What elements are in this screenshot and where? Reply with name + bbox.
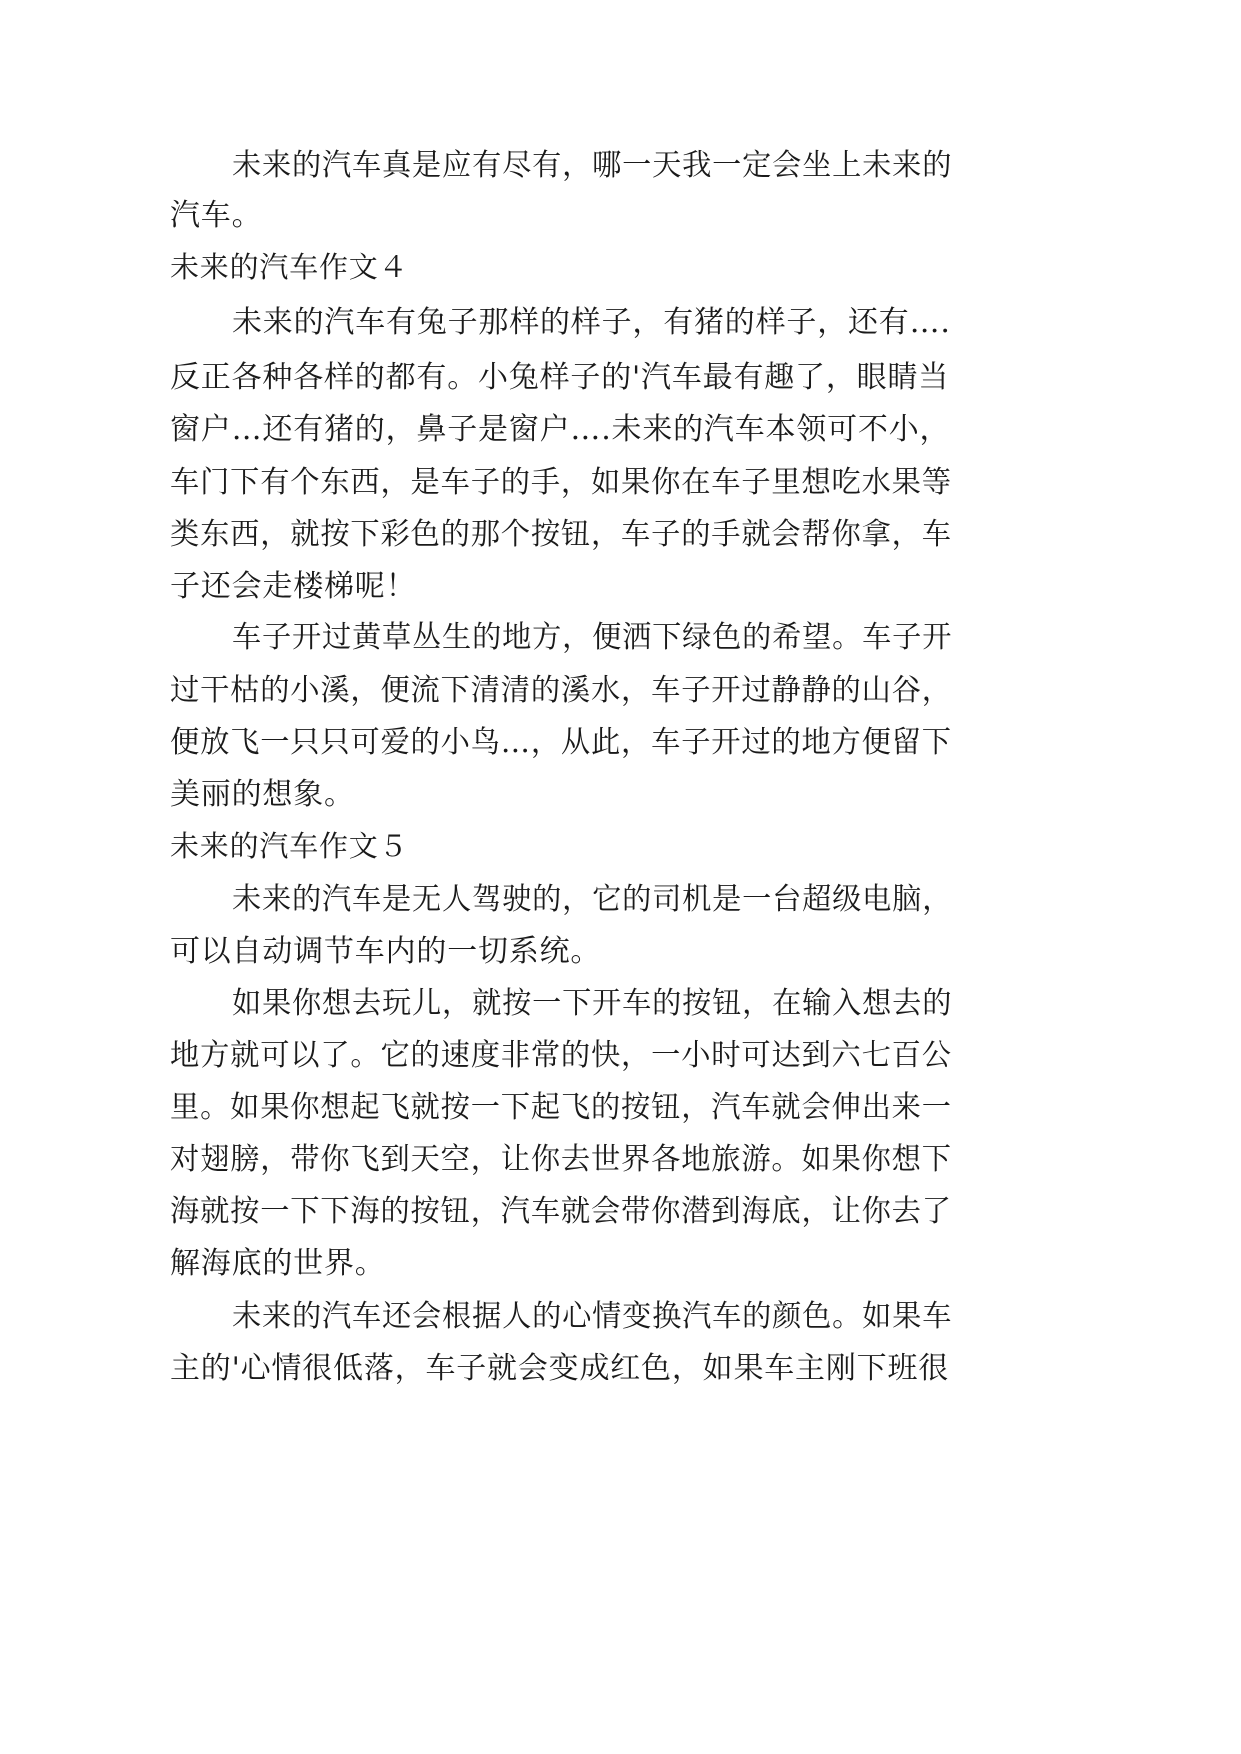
paragraph-line: 过干枯的小溪，便流下清清的溪水，车子开过静静的山谷， xyxy=(170,673,952,708)
paragraph-line: 车门下有个东西，是车子的手，如果你在车子里想吃水果等 xyxy=(170,465,952,500)
paragraph-line: 车子开过黄草丛生的地方，便洒下绿色的希望。车子开 xyxy=(232,620,953,655)
paragraph-line: 如果你想去玩儿，就按一下开车的按钮，在输入想去的 xyxy=(232,986,953,1021)
section-heading: 未来的汽车作文４ xyxy=(170,250,409,284)
paragraph-line: 未来的汽车是无人驾驶的，它的司机是一台超级电脑， xyxy=(232,882,953,917)
paragraph-line: 解海底的世界。 xyxy=(170,1246,386,1281)
paragraph-line: 美丽的想象。 xyxy=(170,777,355,812)
paragraph-line: 未来的汽车有兔子那样的样子，有猪的样子，还有…. xyxy=(232,305,951,340)
paragraph-line: 未来的汽车真是应有尽有，哪一天我一定会坐上未来的 xyxy=(232,148,953,183)
paragraph-line: 汽车。 xyxy=(170,198,263,233)
paragraph-line: 对翅膀，带你飞到天空，让你去世界各地旅游。如果你想下 xyxy=(170,1142,952,1177)
paragraph-line: 反正各种各样的都有。小兔样子的'汽车最有趣了，眼睛当 xyxy=(170,360,950,395)
paragraph-line: 子还会走楼梯呢！ xyxy=(170,569,417,604)
paragraph-line: 海就按一下下海的按钮，汽车就会带你潜到海底，让你去了 xyxy=(170,1194,952,1229)
paragraph-line: 主的'心情很低落，车子就会变成红色，如果车主刚下班很 xyxy=(170,1351,950,1386)
paragraph-line: 地方就可以了。它的速度非常的快，一小时可达到六七百公 xyxy=(170,1038,952,1073)
paragraph-line: 类东西，就按下彩色的那个按钮，车子的手就会帮你拿，车 xyxy=(170,517,952,552)
paragraph-line: 未来的汽车还会根据人的心情变换汽车的颜色。如果车 xyxy=(232,1299,953,1334)
paragraph-line: 便放飞一只只可爱的小鸟…，从此，车子开过的地方便留下 xyxy=(170,725,952,760)
paragraph-line: 窗户…还有猪的，鼻子是窗户….未来的汽车本领可不小， xyxy=(170,412,951,447)
section-heading: 未来的汽车作文５ xyxy=(170,829,409,863)
paragraph-line: 可以自动调节车内的一切系统。 xyxy=(170,934,602,969)
paragraph-line: 里。如果你想起飞就按一下起飞的按钮，汽车就会伸出来一 xyxy=(170,1090,952,1125)
